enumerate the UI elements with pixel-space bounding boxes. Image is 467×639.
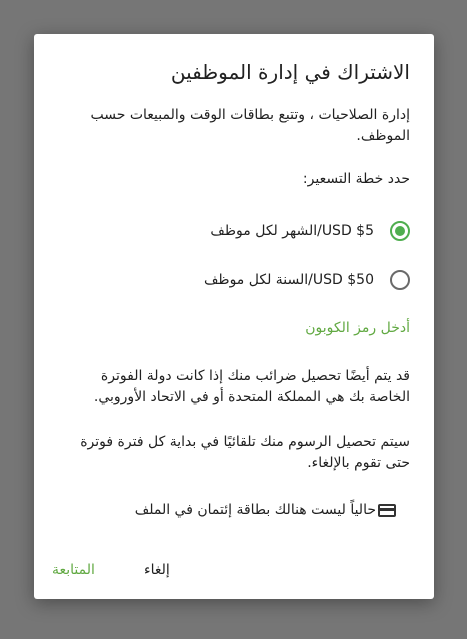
dialog-description: إدارة الصلاحيات ، وتتبع بطاقات الوقت والمبيعات حسب الموظف. [90, 107, 410, 144]
dialog-title: الاشتراك في إدارة الموظفين [170, 60, 410, 84]
radio-unchecked-icon[interactable] [390, 270, 410, 290]
plan-option-monthly-label: USD $5/الشهر لكل موظف [210, 223, 374, 239]
plan-option-monthly[interactable] [58, 219, 410, 243]
auto-renew-note: سيتم تحصيل الرسوم منك تلقائيًا في بداية كل فترة فوترة حتى تقوم بالإلغاء. [80, 434, 410, 471]
cancel-button[interactable]: إلغاء [144, 562, 170, 578]
plan-option-yearly[interactable] [58, 268, 410, 292]
continue-button[interactable]: المتابعة [52, 562, 95, 578]
pricing-plan-label: حدد خطة التسعير: [302, 171, 410, 187]
enter-coupon-link[interactable]: أدخل رمز الكوبون [305, 320, 410, 336]
credit-card-icon [378, 504, 396, 517]
tax-note: قد يتم أيضًا تحصيل ضرائب منك إذا كانت دولة الفوترة الخاصة بك هي المملكة المتحدة أو في الاتحاد الأوروبي. [93, 368, 410, 405]
subscribe-dialog [34, 34, 434, 599]
credit-card-status [135, 500, 396, 520]
radio-checked-icon[interactable] [390, 221, 410, 241]
plan-option-yearly-label: USD $50/السنة لكل موظف [203, 272, 374, 288]
credit-card-status-text: حالياً ليست هنالك بطاقة إئتمان في الملف [134, 502, 376, 518]
